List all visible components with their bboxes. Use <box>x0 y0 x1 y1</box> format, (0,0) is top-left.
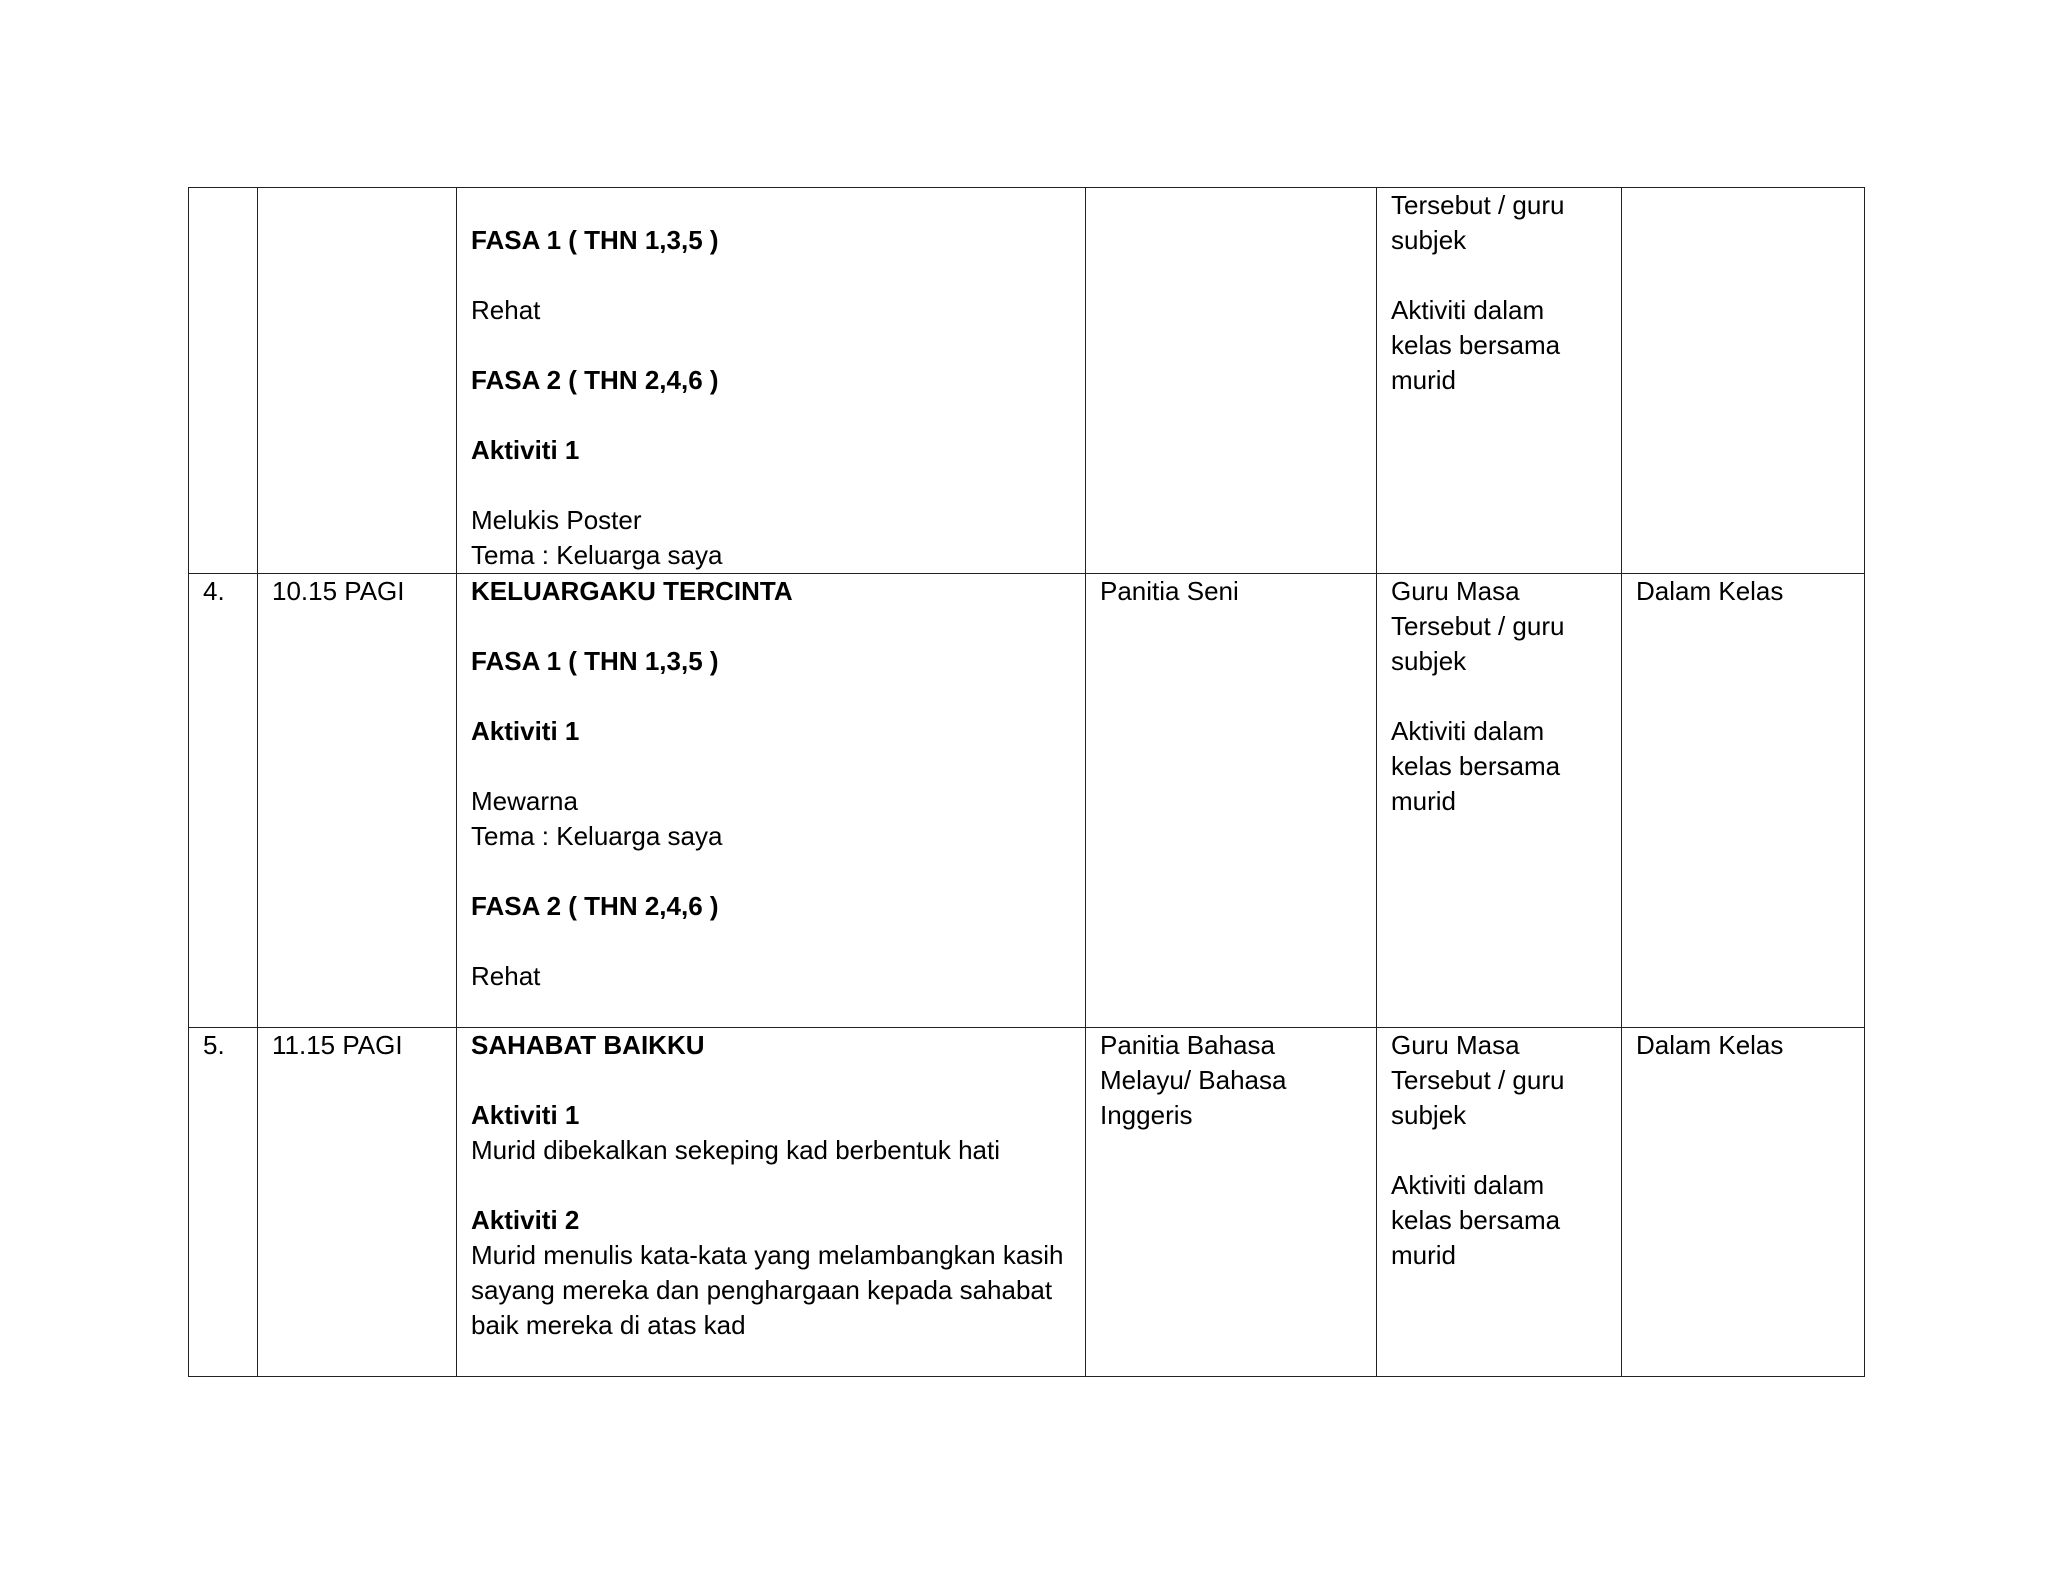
activity-line <box>471 749 1071 784</box>
activity-line <box>471 258 1071 293</box>
activity-line: SAHABAT BAIKKU <box>471 1030 705 1060</box>
teacher-line: Tersebut / guru <box>1391 611 1565 641</box>
location-cell: Dalam Kelas <box>1622 1028 1865 1377</box>
activity-line: Aktiviti 2 <box>471 1205 580 1235</box>
activity-line: Aktiviti 1 <box>471 1100 580 1130</box>
time-cell: 10.15 PAGI <box>258 574 457 1028</box>
teacher-line: subjek <box>1391 1100 1467 1130</box>
teacher-line: Aktiviti dalam <box>1391 1170 1545 1200</box>
number-cell <box>189 188 258 574</box>
activity-line <box>471 609 1071 644</box>
teacher-line: Aktiviti dalam <box>1391 716 1545 746</box>
teacher-line: Tersebut / guru <box>1391 190 1565 220</box>
committee-line: Panitia Bahasa <box>1100 1030 1275 1060</box>
teacher-line: Tersebut / guru <box>1391 1065 1565 1095</box>
teacher-line <box>1391 679 1607 714</box>
activity-line: FASA 1 ( THN 1,3,5 ) <box>471 646 719 676</box>
activity-line: Melukis Poster <box>471 505 642 535</box>
committee-line: Melayu/ Bahasa <box>1100 1065 1287 1095</box>
teacher-line: kelas bersama <box>1391 330 1561 360</box>
teacher-line: murid <box>1391 1240 1457 1270</box>
table-row <box>189 188 1865 574</box>
activity-line <box>471 328 1071 363</box>
number-cell: 5. <box>189 1028 258 1377</box>
activity-line <box>471 854 1071 889</box>
teacher-cell <box>1377 574 1622 1028</box>
teacher-cell <box>1377 188 1622 574</box>
teacher-line: kelas bersama <box>1391 751 1561 781</box>
teacher-line: murid <box>1391 365 1457 395</box>
activity-line: sayang mereka dan penghargaan kepada sahabat <box>471 1275 1053 1305</box>
teacher-line: kelas bersama <box>1391 1205 1561 1235</box>
activity-line: Rehat <box>471 295 541 325</box>
teacher-line <box>1391 1133 1607 1168</box>
activity-line: Aktiviti 1 <box>471 716 580 746</box>
activity-line <box>471 1168 1071 1203</box>
time-cell: 11.15 PAGI <box>258 1028 457 1377</box>
teacher-line: Guru Masa <box>1391 1030 1520 1060</box>
activity-line <box>471 468 1071 503</box>
location-cell <box>1622 188 1865 574</box>
activity-line <box>471 924 1071 959</box>
activity-line: Tema : Keluarga saya <box>471 821 723 851</box>
teacher-cell <box>1377 1028 1622 1377</box>
table-row <box>189 1028 1865 1377</box>
teacher-line: Aktiviti dalam <box>1391 295 1545 325</box>
committee-line: Panitia Seni <box>1100 576 1239 606</box>
activity-line <box>471 188 1071 223</box>
activity-line: Murid dibekalkan sekeping kad berbentuk hati <box>471 1135 1001 1165</box>
committee-cell <box>1086 188 1377 574</box>
activity-line: Mewarna <box>471 786 578 816</box>
teacher-line <box>1391 258 1607 293</box>
activity-line: FASA 1 ( THN 1,3,5 ) <box>471 225 719 255</box>
teacher-line: murid <box>1391 786 1457 816</box>
schedule-table <box>188 187 1865 1377</box>
activity-cell <box>457 1028 1086 1377</box>
activity-line: KELUARGAKU TERCINTA <box>471 576 793 606</box>
activity-cell <box>457 188 1086 574</box>
teacher-line: subjek <box>1391 225 1467 255</box>
number-cell: 4. <box>189 574 258 1028</box>
activity-line: baik mereka di atas kad <box>471 1310 746 1340</box>
activity-line: Murid menulis kata-kata yang melambangkan kasih <box>471 1240 1064 1270</box>
teacher-line: subjek <box>1391 646 1467 676</box>
activity-line: Rehat <box>471 961 541 991</box>
activity-line: FASA 2 ( THN 2,4,6 ) <box>471 365 719 395</box>
activity-line: Aktiviti 1 <box>471 435 580 465</box>
time-cell <box>258 188 457 574</box>
teacher-line: Guru Masa <box>1391 576 1520 606</box>
location-cell: Dalam Kelas <box>1622 574 1865 1028</box>
committee-cell <box>1086 574 1377 1028</box>
committee-line: Inggeris <box>1100 1100 1193 1130</box>
table-row <box>189 574 1865 1028</box>
activity-line: Tema : Keluarga saya <box>471 540 723 570</box>
committee-cell <box>1086 1028 1377 1377</box>
activity-line <box>471 398 1071 433</box>
document-page <box>188 187 1864 1377</box>
activity-line <box>471 1063 1071 1098</box>
activity-cell <box>457 574 1086 1028</box>
activity-line: FASA 2 ( THN 2,4,6 ) <box>471 891 719 921</box>
activity-line <box>471 679 1071 714</box>
